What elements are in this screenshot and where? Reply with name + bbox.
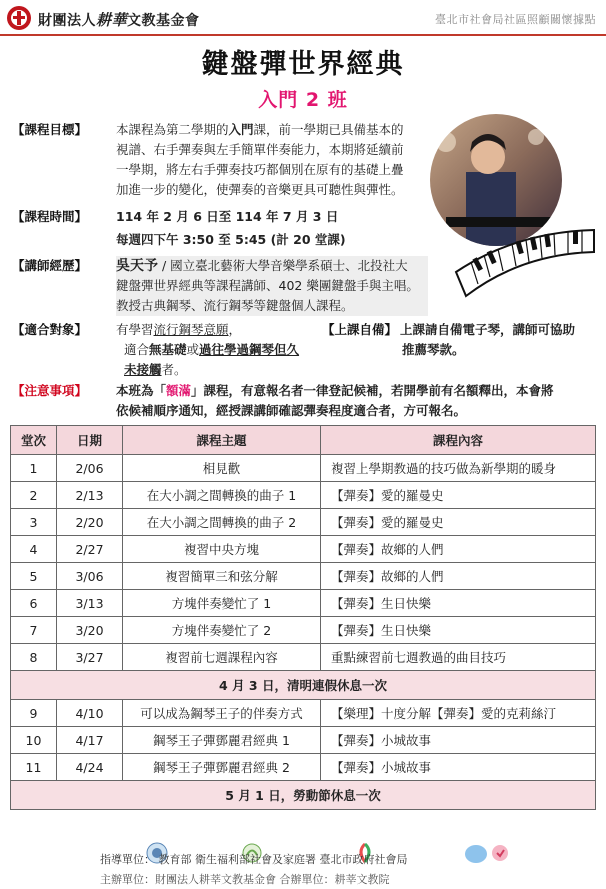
teacher-text: 吳天予 / 國立臺北藝術大學音樂學系碩士、北投社大 鍵盤彈世界經典等課程講師、402 樂團鍵盤手與主唱。 教授古典鋼琴、流行鋼琴等鍵盤個人課程。 (116, 256, 428, 316)
bring-text: 上課請自備電子琴，講師可協助 推薦琴款。 (400, 322, 576, 357)
notice-label: 【注意事項】 (12, 383, 88, 398)
bring-section (322, 320, 598, 364)
schedule-table (10, 425, 596, 810)
holiday-row: 4 月 3 日，清明連假休息一次 (11, 671, 596, 700)
table-row: 3 2/20 在大小調之間轉換的曲子 2 【彈奏】愛的羅曼史 (11, 509, 596, 536)
foundation-logo-icon (6, 5, 32, 31)
table-row: 1 2/06 相見歡 複習上學期教過的技巧做為新學期的暖身 (11, 455, 596, 482)
instructor-photo (426, 112, 596, 316)
time-text: 114 年 2 月 6 日至 114 年 7 月 3 日 每週四下午 3:50 至 5:45 (計 20 堂課) (116, 209, 346, 247)
target-text: 有學習流行鋼琴意願， 適合無基礎或過往學過鋼琴但久 未接觸者。 (116, 322, 300, 377)
org-name: 財團法人耕華文教基金會 (38, 11, 200, 29)
table-row: 2 2/13 在大小調之間轉換的曲子 1 【彈奏】愛的羅曼史 (11, 482, 596, 509)
time-section (12, 207, 422, 251)
footer (0, 838, 606, 889)
goal-text: 本課程為第二學期的入門課，前一學期已具備基本的 視譜、右手彈奏與左手簡單伴奏能力，本期將延續前 一學期，將左右手彈奏技巧都個別在原有的基礎上疊 加進一步的變化，使彈奏的音樂更具可聽性與彈性。 (116, 122, 404, 197)
table-row: 7 3/20 方塊伴奏變忙了 2 【彈奏】生日快樂 (11, 617, 596, 644)
footer-organizers: 主辦單位：財團法人耕莘文教基金會 合辦單位：耕莘文教院 (100, 873, 390, 886)
header-divider (0, 34, 606, 36)
table-row: 4 2/27 複習中央方塊 【彈奏】故鄉的人們 (11, 536, 596, 563)
bring-label: 【上課自備】 (322, 322, 398, 337)
table-row: 11 4/24 鋼琴王子彈鄧麗君經典 2 【彈奏】小城故事 (11, 754, 596, 781)
goal-label: 【課程目標】 (12, 122, 88, 137)
table-row: 6 3/13 方塊伴奏變忙了 1 【彈奏】生日快樂 (11, 590, 596, 617)
target-label: 【適合對象】 (12, 322, 88, 337)
header (0, 0, 606, 34)
teacher-label: 【講師經歷】 (12, 258, 88, 273)
course-subtitle: 入門 2 班 (258, 89, 348, 111)
goal-section (12, 120, 422, 202)
table-row: 8 3/27 複習前七週課程內容 重點練習前七週教過的曲目技巧 (11, 644, 596, 671)
footer-guidance: 指導單位： 教育部 衛生福利部社會及家庭署 臺北市政府社會局 (100, 853, 408, 866)
table-row: 5 3/06 複習簡單三和弦分解 【彈奏】故鄉的人們 (11, 563, 596, 590)
notice-section (12, 381, 598, 423)
notice-text: 本班為「額滿」課程，有意報名者一律登記候補，若開學前有名額釋出，本會將 依候補順序通知，經授課講師確認彈奏程度適合者，方可報名。 (116, 383, 554, 418)
col-header-date: 日期 (57, 426, 123, 455)
table-header-row (11, 426, 596, 455)
course-title: 鍵盤彈世界經典 (201, 49, 405, 80)
base-label: 臺北市社會局社區照顧關懷據點 (435, 13, 596, 26)
col-header-content: 課程內容 (321, 426, 596, 455)
col-header-topic: 課程主題 (123, 426, 321, 455)
target-section (12, 320, 312, 380)
partner-logos-icon (464, 842, 514, 866)
time-label: 【課程時間】 (12, 209, 88, 224)
col-header-no: 堂次 (11, 426, 57, 455)
teacher-section (12, 256, 432, 318)
holiday-row: 5 月 1 日，勞動節休息一次 (11, 781, 596, 810)
table-row: 10 4/17 鋼琴王子彈鄧麗君經典 1 【彈奏】小城故事 (11, 727, 596, 754)
table-row: 9 4/10 可以成為鋼琴王子的伴奏方式 【樂理】十度分解【彈奏】愛的克莉絲汀 (11, 700, 596, 727)
